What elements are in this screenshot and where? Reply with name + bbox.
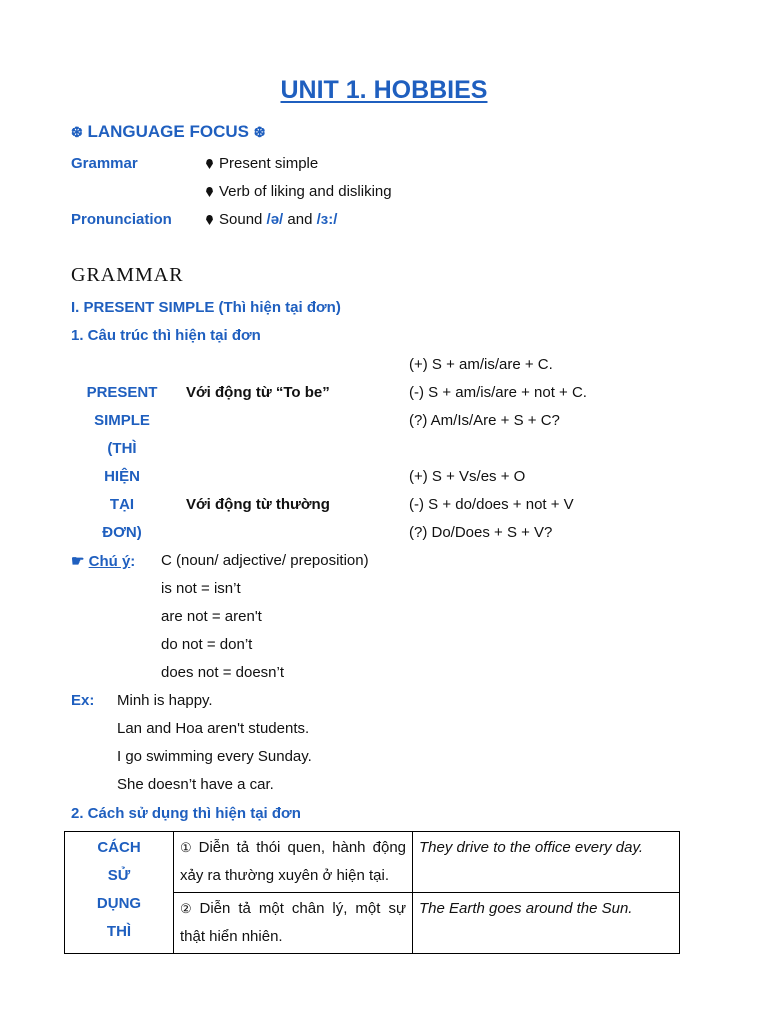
example-line: She doesn’t have a car.: [117, 776, 274, 793]
drop-bullet-icon: [206, 187, 213, 197]
pronunciation-label: Pronunciation: [71, 211, 172, 228]
sound-schwa: /ə/: [266, 211, 284, 228]
grammar-item: Verb of liking and disliking: [206, 183, 392, 200]
subsection-usage: 2. Cách sử dụng thì hiện tại đơn: [71, 805, 301, 822]
section-present-simple: I. PRESENT SIMPLE (Thì hiện tại đơn): [71, 299, 341, 316]
present-simple-label-word: SIMPLE: [94, 412, 150, 429]
note-label: ☛ Chú ý:: [71, 553, 136, 570]
grammar-heading: GRAMMAR: [71, 264, 184, 286]
circled-two-icon: ②: [180, 901, 196, 916]
example-label: Ex:: [71, 692, 95, 709]
usage-example: They drive to the office every day.: [413, 832, 680, 893]
snowflake-icon: ❆: [71, 124, 83, 140]
drop-bullet-icon: [206, 159, 213, 169]
example-line: I go swimming every Sunday.: [117, 748, 312, 765]
ordinary-verb-label: Với động từ thường: [186, 496, 330, 513]
example-line: Minh is happy.: [117, 692, 213, 709]
usage-description: ① Diễn tả thói quen, hành động xảy ra thường xuyên ở hiện tại.: [174, 832, 413, 893]
page-title: UNIT 1. HOBBIES: [280, 76, 488, 104]
usage-table: [64, 831, 680, 954]
table-row: [65, 832, 680, 893]
language-focus-heading: [71, 122, 265, 142]
formula-verb-positive: (+) S + Vs/es + O: [409, 468, 526, 485]
present-simple-label-word: ĐƠN): [102, 524, 142, 541]
note-line: is not = isn’t: [161, 580, 241, 597]
circled-one-icon: ①: [180, 840, 195, 855]
subsection-structure: 1. Câu trúc thì hiện tại đơn: [71, 327, 261, 344]
formula-tobe-negative: (-) S + am/is/are + not + C.: [409, 384, 587, 401]
present-simple-label-word: TẠI: [109, 496, 135, 513]
note-line: C (noun/ adjective/ preposition): [161, 552, 369, 569]
present-simple-label-word: PRESENT: [86, 384, 158, 401]
note-line: are not = aren't: [161, 608, 262, 625]
pointing-hand-icon: ☛: [71, 553, 85, 570]
usage-row-header: CÁCH SỬ DỤNG THÌ: [65, 832, 174, 954]
language-focus-label: LANGUAGE FOCUS: [87, 122, 249, 141]
note-line: does not = doesn’t: [161, 664, 285, 681]
to-be-label: Với động từ “To be”: [186, 384, 330, 401]
usage-example: The Earth goes around the Sun.: [413, 893, 680, 954]
note-line: do not = don’t: [161, 636, 253, 653]
pronunciation-item: Sound /ə/ and /ɜ:/: [206, 211, 337, 228]
snowflake-icon: ❆: [253, 124, 266, 140]
formula-tobe-positive: (+) S + am/is/are + C.: [409, 356, 553, 373]
grammar-item: Present simple: [206, 155, 318, 172]
formula-tobe-question: (?) Am/Is/Are + S + C?: [409, 412, 560, 429]
formula-verb-question: (?) Do/Does + S + V?: [409, 524, 553, 541]
present-simple-label-word: HIỆN: [104, 468, 140, 485]
formula-verb-negative: (-) S + do/does + not + V: [409, 496, 574, 513]
usage-description: ② Diễn tả một chân lý, một sự thật hiển nhiên.: [174, 893, 413, 954]
drop-bullet-icon: [206, 215, 213, 225]
sound-er: /ɜ:/: [316, 211, 338, 228]
present-simple-label-word: (THÌ: [107, 440, 137, 457]
example-line: Lan and Hoa aren't students.: [117, 720, 310, 737]
grammar-label: Grammar: [71, 155, 138, 172]
